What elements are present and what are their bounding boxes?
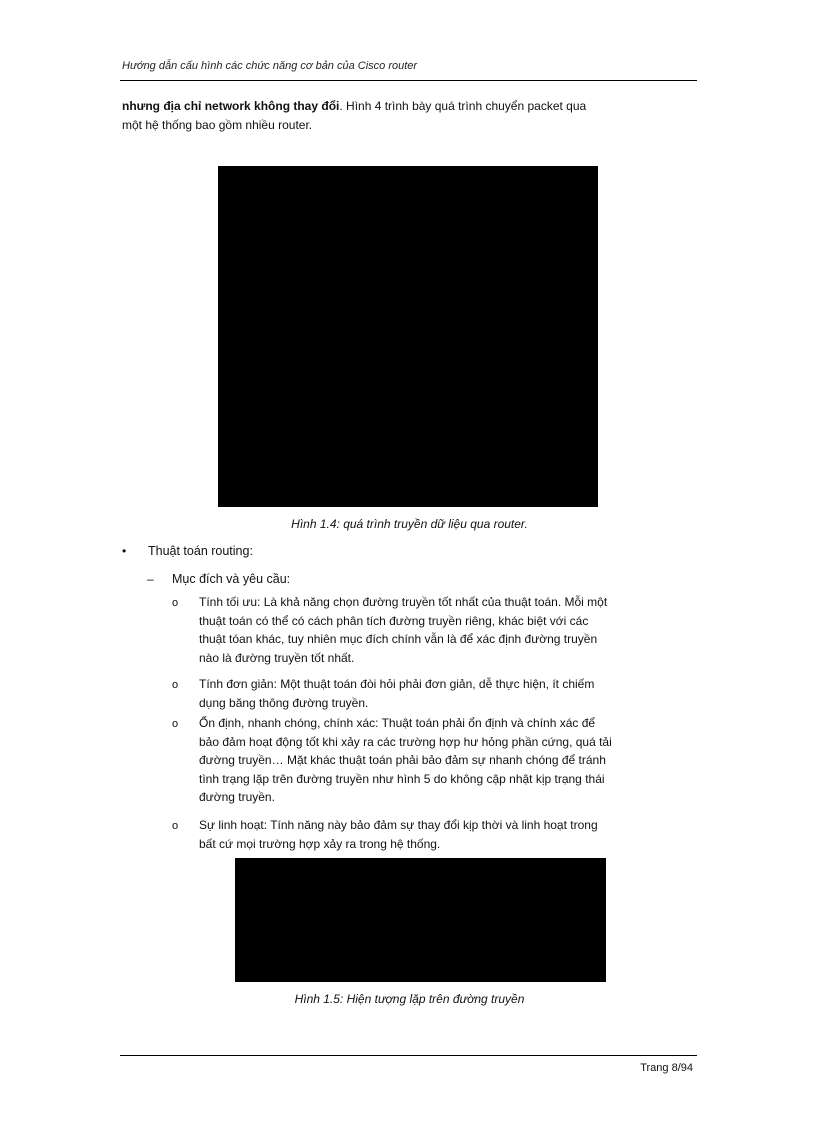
list-item-simplicity xyxy=(199,675,693,712)
list-item-flexibility xyxy=(199,816,693,853)
item-marker: o xyxy=(172,718,179,730)
list-item-line: đường truyền. xyxy=(199,790,275,805)
bullet-marker: • xyxy=(122,544,127,558)
list-item-line: thuật tóan khác, tuy nhiên mục đích chính vẫn là để xác định đường truyền xyxy=(199,632,598,647)
list-item-line: dụng băng thông đường truyền. xyxy=(199,695,369,710)
footer-divider xyxy=(120,1055,697,1056)
subbullet-label: Mục đích và yêu cầu: xyxy=(172,572,291,586)
item-marker: o xyxy=(172,597,179,609)
intro-bold-text: nhưng địa chỉ network không thay đổi xyxy=(122,99,340,113)
list-item-line: nào là đường truyền tốt nhất. xyxy=(199,650,355,665)
list-item-line: Tính đơn giản: Một thuật toán đòi hỏi phải đơn giản, dễ thực hiện, ít chiếm xyxy=(199,677,595,691)
page-number: Trang 8/94 xyxy=(640,1062,693,1074)
intro-line-2: một hệ thống bao gồm nhiều router. xyxy=(122,118,313,132)
item-marker: o xyxy=(172,820,179,832)
figure-1-caption: Hình 1.4: quá trình truyền dữ liệu qua router. xyxy=(291,517,528,531)
bullet-label: Thuật toán routing: xyxy=(148,544,253,558)
header-divider xyxy=(120,80,697,81)
intro-rest-text: . Hình 4 trình bày quá trình chuyển packet qua xyxy=(339,99,587,113)
list-item-line: Sự linh hoạt: Tính năng này bảo đảm sự thay đổi kịp thời và linh hoạt trong xyxy=(199,818,598,832)
list-item-line: bất cứ mọi trường hợp xảy ra trong hệ thống. xyxy=(199,836,441,851)
subbullet-marker: – xyxy=(147,572,154,586)
list-item-line: thuật toán có thể có cách phân tích đường truyền riêng, khác biệt với các xyxy=(199,613,589,628)
figure-router-transfer-image xyxy=(218,166,598,507)
item-marker: o xyxy=(172,679,179,691)
list-item-line: bảo đảm hoạt động tốt khi xảy ra các trường hợp hư hỏng phần cứng, quá tải xyxy=(199,734,612,749)
figure-2-caption: Hình 1.5: Hiện tượng lặp trên đường truyền xyxy=(294,992,525,1006)
list-item-stability xyxy=(199,714,693,807)
list-item-optimal xyxy=(199,593,693,667)
page-header-title: Hướng dẫn cấu hình các chức năng cơ bản của Cisco router xyxy=(122,60,418,72)
intro-paragraph xyxy=(122,97,697,135)
list-item-line: tình trạng lặp trên đường truyền như hình 5 do không cập nhật kịp trạng thái xyxy=(199,771,605,786)
list-item-line: Tính tối ưu: Là khả năng chọn đường truyền tốt nhất của thuật toán. Mỗi một xyxy=(199,595,608,609)
list-item-line: đường truyền… Mặt khác thuật toán phải bảo đảm sự nhanh chóng để tránh xyxy=(199,753,606,768)
list-item-line: Ổn định, nhanh chóng, chính xác: Thuật toán phải ổn định và chính xác để xyxy=(199,716,596,730)
intro-line-1 xyxy=(122,97,697,116)
figure-routing-loop-image xyxy=(235,858,606,982)
